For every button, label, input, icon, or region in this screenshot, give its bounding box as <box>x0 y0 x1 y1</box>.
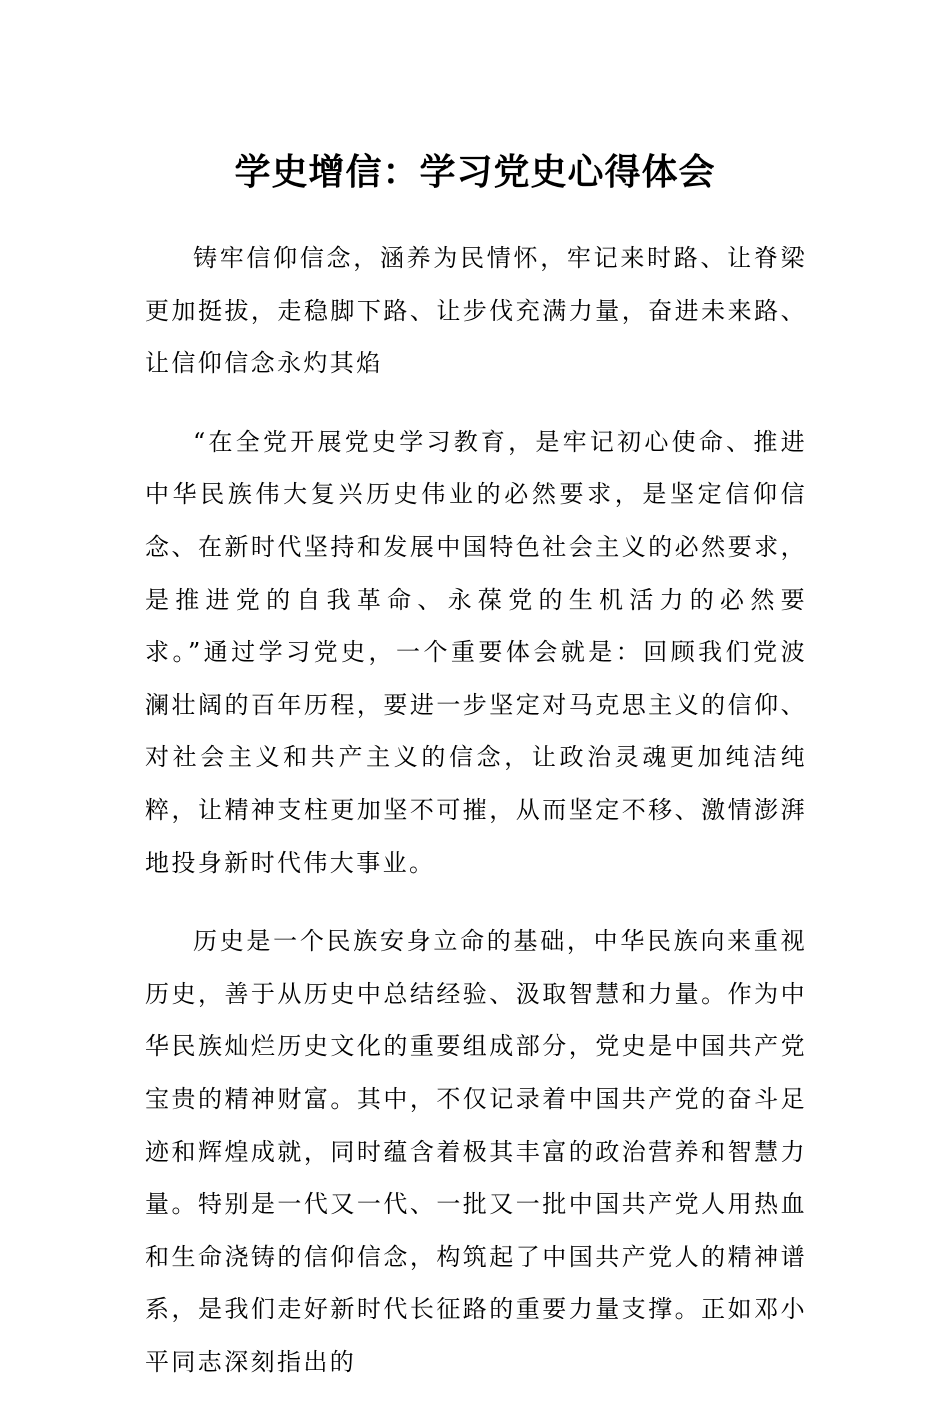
document-title: 学史增信：学习党史心得体会 <box>234 151 716 193</box>
paragraph-intro: 铸牢信仰信念，涵养为民情怀，牢记来时路、让脊梁更加挺拔，走稳脚下路、让步伐充满力量，奋进未来路、让信仰信念永灼其焰 <box>145 244 807 378</box>
paragraph-history: 历史是一个民族安身立命的基础，中华民族向来重视历史，善于从历史中总结经验、汲取智慧和力量。作为中华民族灿烂历史文化的重要组成部分，党史是中国共产党宝贵的精神财富。其中，不仅记录着中国共产党的奋斗足迹和辉煌成就，同时蕴含着极其丰富的政治营养和智慧力量。特别是一代又一代、一批又一批中国共产党人用热血和生命浇铸的信仰信念，构筑起了中国共产党人的精神谱系，是我们走好新时代长征路的重要力量支撑。正如邓小平同志深刻指出的 <box>145 927 807 1376</box>
paragraph-quote: “在全党开展党史学习教育，是牢记初心使命、推进中华民族伟大复兴历史伟业的必然要求，是坚定信仰信念、在新时代坚持和发展中国特色社会主义的必然要求，是推进党的自我革命、永葆党的生机活力的必然要求。”通过学习党史，一个重要体会就是：回顾我们党波澜壮阔的百年历程，要进一步坚定对马克思主义的信仰、对社会主义和共产主义的信念，让政治灵魂更加纯洁纯粹，让精神支柱更加坚不可摧，从而坚定不移、激情澎湃地投身新时代伟大事业。 <box>145 427 807 877</box>
document-body <box>145 232 807 1414</box>
